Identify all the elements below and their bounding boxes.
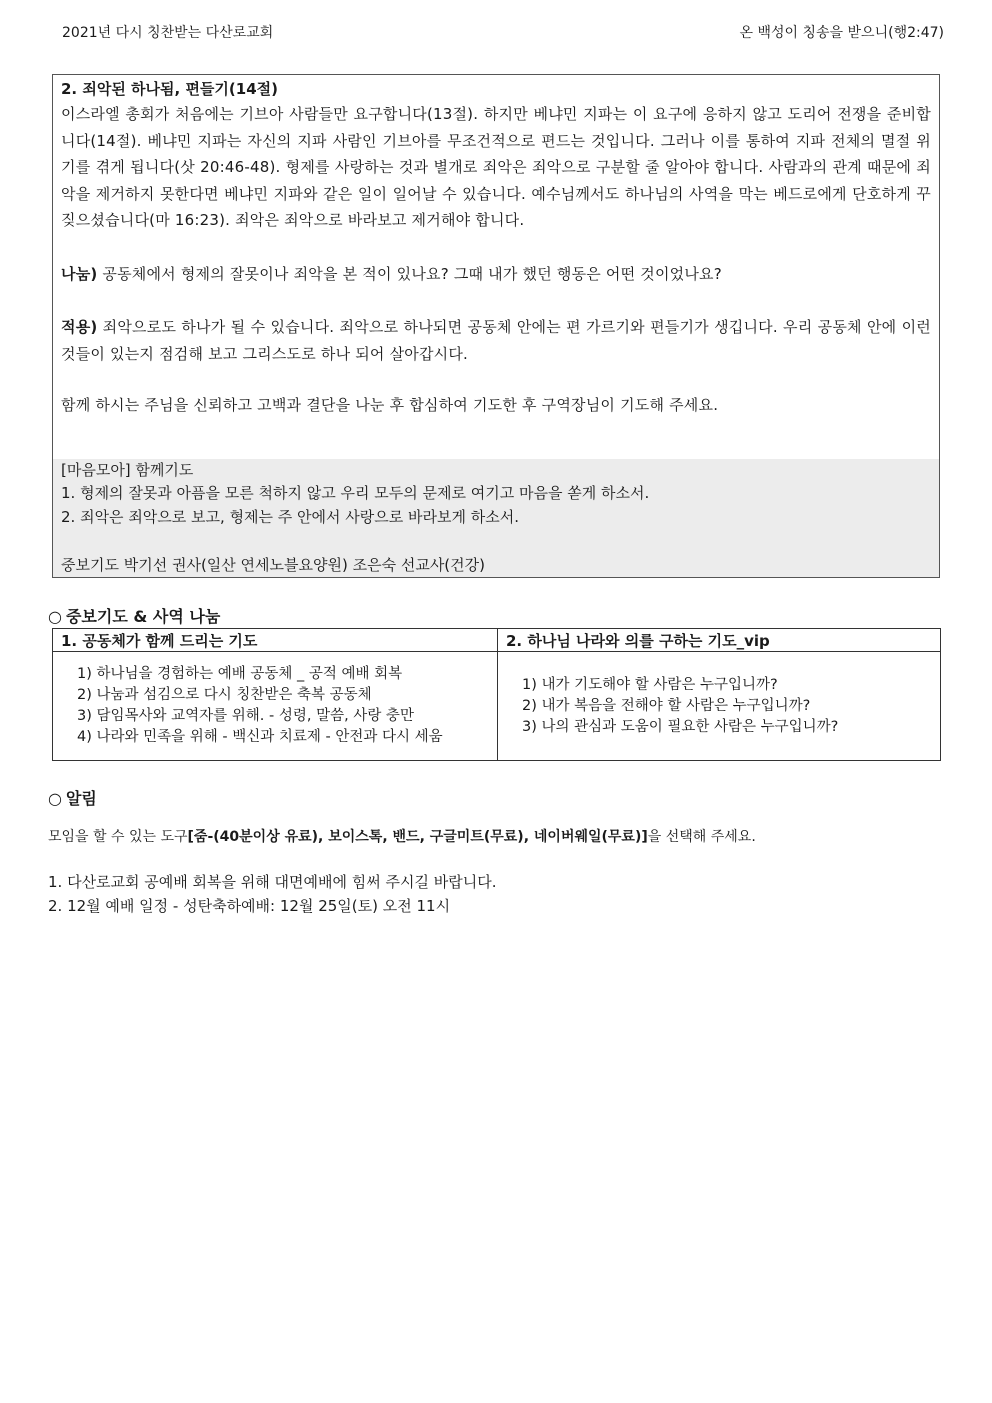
notice-heading-text: 알림	[65, 789, 97, 808]
notice-intro-prefix: 모임을 할 수 있는 도구	[48, 829, 188, 845]
col2-cell	[498, 652, 941, 761]
intercession-names: 중보기도 박기선 권사(일산 연세노블요양원) 조은숙 선교사(건강)	[61, 556, 485, 574]
col1-cell	[53, 652, 498, 761]
prayer-item: 1. 형제의 잘못과 아픔을 모른 척하지 않고 우리 모두의 문제로 여기고 마음을 쏟게 하소서.	[61, 484, 650, 502]
prayer-item: 2. 죄악은 죄악으로 보고, 형제는 주 안에서 사랑으로 바라보게 하소서.	[61, 508, 519, 526]
share-text: 공동체에서 형제의 잘못이나 죄악을 본 적이 있나요? 그때 내가 했던 행동은 어떤 것이었나요?	[97, 264, 722, 283]
header-church-title: 2021년 다시 칭찬받는 다산로교회	[62, 25, 274, 41]
intercession-heading-text: 중보기도 & 사역 나눔	[65, 607, 221, 626]
list-item: 4) 나라와 민족을 위해 - 백신과 치료제 - 안전과 다시 세움	[77, 729, 443, 745]
prayer-table	[52, 628, 941, 761]
notice-intro	[48, 826, 756, 846]
col2-header: 2. 하나님 나라와 의를 구하는 기도_vip	[498, 629, 941, 652]
list-item: 1) 하나님을 경험하는 예배 공동체 _ 공적 예배 회복	[77, 666, 403, 682]
intercession-heading	[48, 604, 220, 627]
notice-intro-suffix: 을 선택해 주세요.	[647, 829, 756, 845]
apply-text-block	[61, 314, 931, 367]
notice-item: 2. 12월 예배 일정 - 성탄축하예배: 12월 25일(토) 오전 11시	[48, 897, 451, 915]
prayer-panel	[53, 459, 939, 577]
notice-item: 1. 다산로교회 공예배 회복을 위해 대면예배에 힘써 주시길 바랍니다.	[48, 873, 497, 891]
list-item: 2) 내가 복음을 전해야 할 사람은 누구입니까?	[522, 697, 811, 714]
apply-label: 적용)	[61, 318, 98, 336]
section-body: 이스라엘 총회가 처음에는 기브아 사람들만 요구합니다(13절). 하지만 베냐민 지파는 이 요구에 응하지 않고 도리어 전쟁을 준비합니다(14절). 베냐민 지파는 자신의 지파 사람인 기브아를 무조건적으로 편드는 것입니다. 그러나 이를 통하여 지파 전체의 멸절 위기를 겪게 됩니다(삿 20:46-48). 형제를 사랑하는 것과 별개로 죄악은 죄악으로 구분할 줄 알아야 합니다. 사람과의 관계 때문에 죄악을 제거하지 못한다면 베냐민 지파와 같은 일이 일어날 수 있습니다. 예수님께서도 하나님의 사역을 막는 베드로에게 단호하게 꾸짖으셨습니다(마 16:23). 죄악은 죄악으로 바라보고 제거해야 합니다.	[61, 105, 931, 229]
list-item: 3) 나의 관심과 도움이 필요한 사람은 누구입니까?	[522, 718, 839, 735]
closing-instruction: 함께 하시는 주님을 신뢰하고 고백과 결단을 나눈 후 합심하여 기도한 후 구역장님이 기도해 주세요.	[61, 396, 719, 414]
page-header	[62, 22, 944, 42]
share-question	[61, 261, 931, 288]
list-item: 3) 담임목사와 교역자를 위해. - 성령, 말씀, 사랑 충만	[77, 708, 414, 724]
header-verse: 온 백성이 칭송을 받으니(행2:47)	[739, 25, 944, 41]
share-label: 나눔)	[61, 264, 98, 283]
col1-header: 1. 공동체가 함께 드리는 기도	[53, 629, 498, 652]
section-title: 2. 죄악된 하나됨, 편들기(14절)	[61, 80, 278, 98]
notice-tools: [줌-(40분이상 유료), 보이스톡, 밴드, 구글미트(무료), 네이버웨일(무료)]	[187, 829, 648, 845]
notice-heading	[48, 786, 97, 809]
prayer-title: [마음모아] 함께기도	[61, 461, 194, 479]
circle-bullet-icon: ○	[48, 789, 62, 808]
apply-text: 죄악으로도 하나가 될 수 있습니다. 죄악으로 하나되면 공동체 안에는 편 가르기와 편들기가 생깁니다. 우리 공동체 안에 이런 것들이 있는지 점검해 보고 그리스도로 하나 되어 살아갑시다.	[61, 318, 931, 363]
list-item: 1) 내가 기도해야 할 사람은 누구입니까?	[522, 676, 778, 693]
lesson-box	[52, 74, 940, 578]
circle-bullet-icon: ○	[48, 607, 62, 626]
list-item: 2) 나눔과 섬김으로 다시 칭찬받은 축복 공동체	[77, 687, 372, 703]
notice-list	[48, 870, 496, 918]
